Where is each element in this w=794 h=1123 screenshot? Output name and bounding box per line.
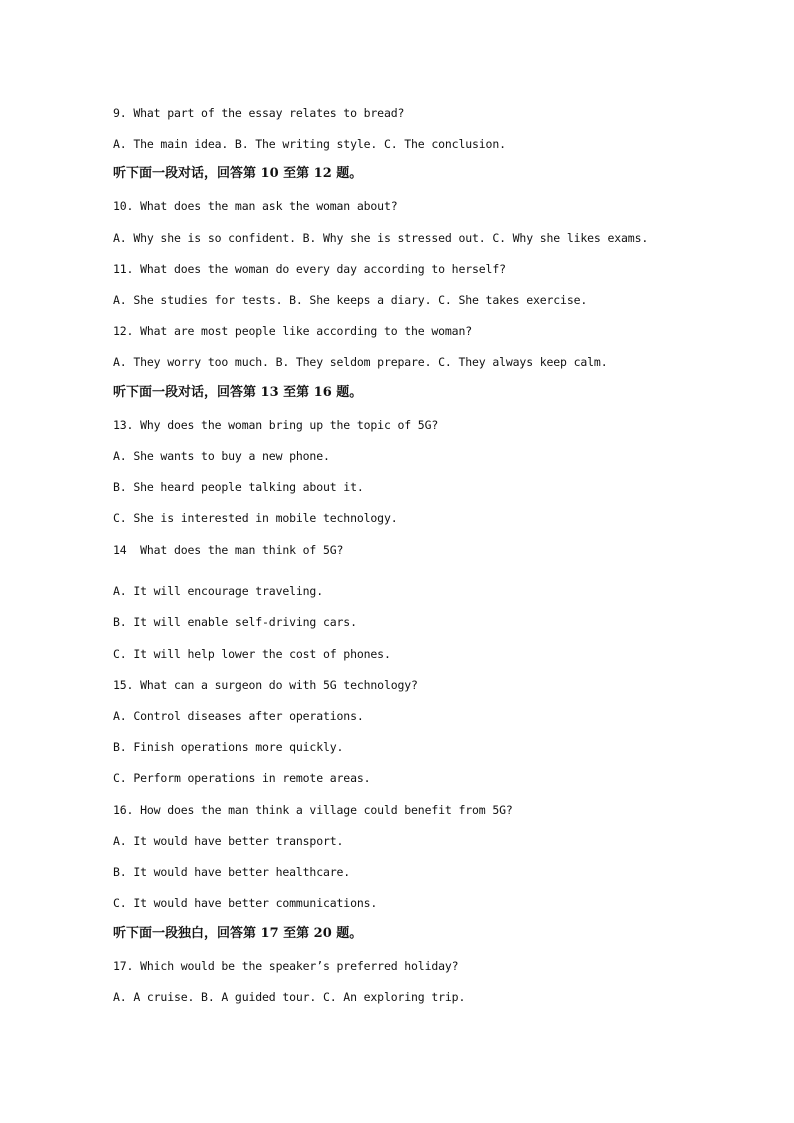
question-15-option-b: B. Finish operations more quickly. (113, 740, 344, 754)
section-heading-10-12: 听下面一段对话，回答第 10 至第 12 题。 (113, 166, 363, 181)
question-17: 17. Which would be the speaker’s preferred holiday? (113, 959, 459, 973)
question-11: 11. What does the woman do every day according to herself? (113, 262, 506, 276)
question-13-option-b: B. She heard people talking about it. (113, 480, 364, 494)
question-14-option-b: B. It will enable self-driving cars. (113, 615, 357, 629)
question-13-option-c: C. She is interested in mobile technology. (113, 511, 398, 525)
question-16-option-a: A. It would have better transport. (113, 834, 344, 848)
section-heading-17-20: 听下面一段独白，回答第 17 至第 20 题。 (113, 926, 363, 941)
question-13-option-a: A. She wants to buy a new phone. (113, 449, 330, 463)
question-12: 12. What are most people like according to the woman? (113, 324, 473, 338)
question-10-options: A. Why she is so confident. B. Why she is stressed out. C. Why she likes exams. (113, 231, 649, 245)
question-15-option-c: C. Perform operations in remote areas. (113, 771, 371, 785)
question-12-options: A. They worry too much. B. They seldom prepare. C. They always keep calm. (113, 355, 608, 369)
question-14: 14 What does the man think of 5G? (113, 543, 344, 557)
question-9: 9. What part of the essay relates to bread? (113, 106, 405, 120)
question-10: 10. What does the man ask the woman about? (113, 199, 398, 213)
question-15: 15. What can a surgeon do with 5G technology? (113, 678, 418, 692)
question-11-options: A. She studies for tests. B. She keeps a diary. C. She takes exercise. (113, 293, 588, 307)
question-16-option-c: C. It would have better communications. (113, 896, 378, 910)
question-16: 16. How does the man think a village could benefit from 5G? (113, 803, 513, 817)
question-16-option-b: B. It would have better healthcare. (113, 865, 351, 879)
question-17-options: A. A cruise. B. A guided tour. C. An exploring trip. (113, 990, 466, 1004)
question-13: 13. Why does the woman bring up the topic of 5G? (113, 418, 439, 432)
question-14-option-c: C. It will help lower the cost of phones. (113, 647, 391, 661)
question-15-option-a: A. Control diseases after operations. (113, 709, 364, 723)
section-heading-13-16: 听下面一段对话，回答第 13 至第 16 题。 (113, 385, 363, 400)
question-9-options: A. The main idea. B. The writing style. C. The conclusion. (113, 137, 506, 151)
question-14-option-a: A. It will encourage traveling. (113, 584, 323, 598)
